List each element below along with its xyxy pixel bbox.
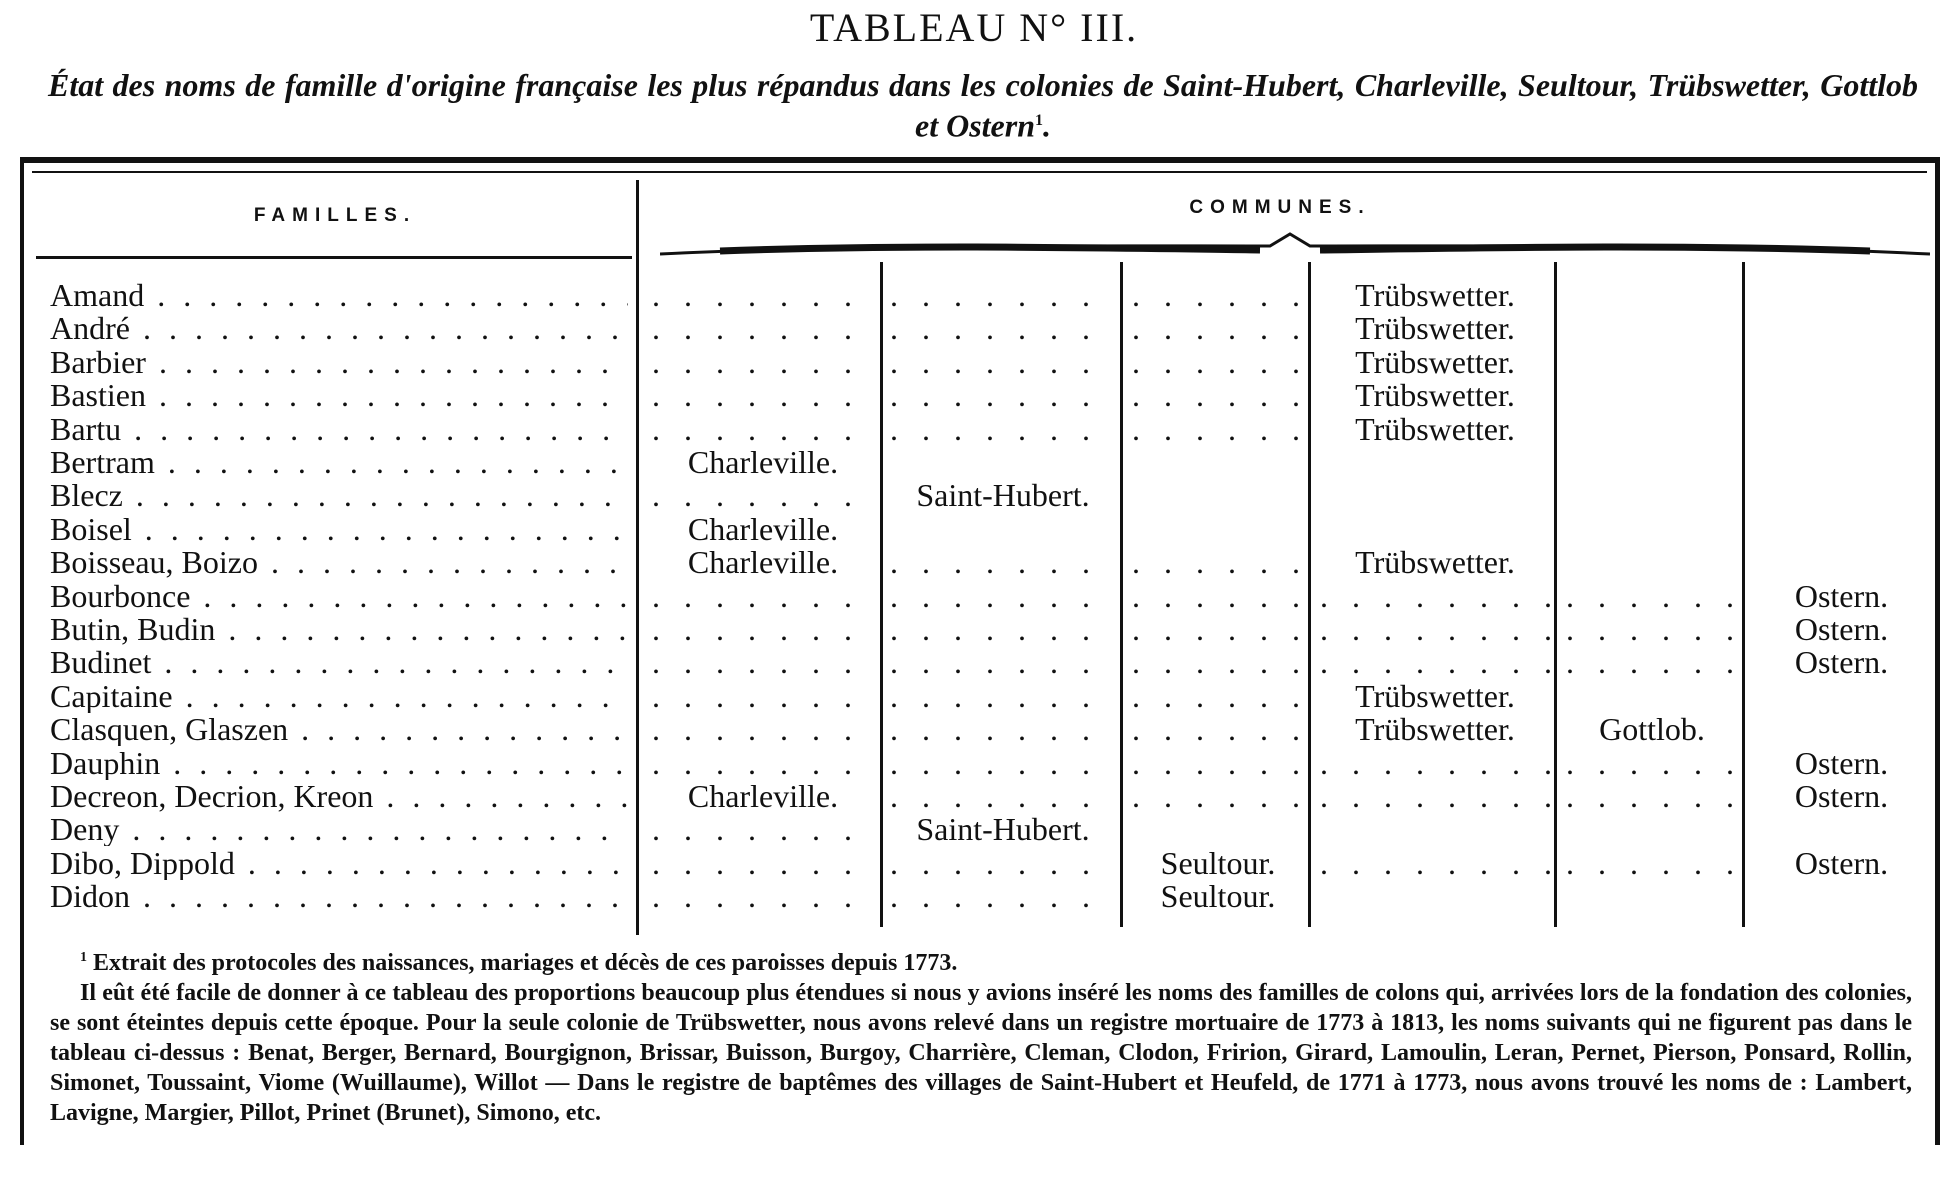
table-row [0, 379, 1948, 412]
family-name: Budinet . . . [50, 646, 628, 679]
family-name: Barbier . . . [50, 346, 628, 379]
table-row [0, 479, 1948, 512]
empty-cell [890, 279, 1116, 312]
empty-cell [652, 646, 874, 679]
family-name: Amand . . . [50, 279, 628, 312]
empty-cell [652, 713, 874, 746]
family-name: Bartu . . . [50, 413, 628, 446]
empty-cell [890, 312, 1116, 345]
empty-cell [652, 413, 874, 446]
empty-cell [652, 747, 874, 780]
commune-cell: Seultour. [1160, 846, 1276, 880]
communes-brace [660, 232, 1930, 262]
commune-cell: Saint-Hubert. [916, 479, 1090, 513]
empty-cell [1566, 613, 1738, 646]
footnote-first [50, 943, 1912, 978]
commune-cell: Trübswetter. [1355, 679, 1515, 713]
footnote [50, 943, 1912, 1128]
empty-cell [1132, 613, 1304, 646]
commune-cell: Trübswetter. [1355, 345, 1515, 379]
empty-cell [1132, 279, 1304, 312]
empty-cell [1132, 780, 1304, 813]
family-name: Blecz . . . [50, 479, 628, 512]
empty-cell [652, 580, 874, 613]
commune-cell: Ostern. [1794, 646, 1889, 680]
empty-cell [652, 847, 874, 880]
table-row [0, 747, 1948, 780]
table-row [0, 346, 1948, 379]
commune-cell: Ostern. [1794, 780, 1889, 813]
commune-cell: Trübswetter. [1355, 713, 1515, 747]
commune-cell: Ostern. [1794, 613, 1889, 646]
commune-cell: Gottlob. [1599, 713, 1705, 747]
family-name: Capitaine . . . [50, 680, 628, 713]
empty-cell [1320, 847, 1550, 880]
empty-cell [1132, 413, 1304, 446]
table-row [0, 613, 1948, 646]
empty-cell [652, 479, 874, 512]
commune-cell: Ostern. [1794, 846, 1889, 880]
empty-cell [890, 747, 1116, 780]
commune-cell: Trübswetter. [1355, 379, 1515, 413]
commune-cell: Charleville. [687, 780, 839, 813]
table-caption [48, 68, 1918, 144]
family-name: Bourbonce . . . [50, 580, 628, 613]
commune-cell: Trübswetter. [1355, 312, 1515, 346]
empty-cell [890, 613, 1116, 646]
table-row [0, 279, 1948, 312]
table-row [0, 413, 1948, 446]
empty-cell [890, 847, 1116, 880]
family-name: Boisel . . . [50, 513, 628, 546]
table-row [0, 713, 1948, 746]
family-name: André . . . [50, 312, 628, 345]
family-name: Clasquen, Glaszen . . . [50, 713, 628, 746]
empty-cell [1132, 312, 1304, 345]
empty-cell [1566, 646, 1738, 679]
commune-cell: Charleville. [687, 446, 839, 479]
caption-footnote-mark: 1 [1035, 112, 1043, 129]
family-name: Bastien . . . [50, 379, 628, 412]
empty-cell [1566, 847, 1738, 880]
table-row [0, 546, 1948, 579]
commune-cell: Trübswetter. [1355, 279, 1515, 312]
commune-cell: Charleville. [687, 512, 839, 546]
empty-cell [1132, 346, 1304, 379]
empty-cell [890, 880, 1116, 913]
empty-cell [652, 813, 874, 846]
table-row [0, 646, 1948, 679]
empty-cell [1132, 379, 1304, 412]
family-name: Dibo, Dippold . . . [50, 847, 628, 880]
empty-cell [1320, 747, 1550, 780]
empty-cell [890, 413, 1116, 446]
empty-cell [1566, 780, 1738, 813]
family-name: Boisseau, Boizo . . . [50, 546, 628, 579]
empty-cell [652, 346, 874, 379]
footnote-second: Il eût été facile de donner à ce tableau des proportions beaucoup plus étendues si nous y avions inséré les noms des familles de colons qui, arrivées lors de la fondation des colonies, se sont éteintes depuis cette époque. Pour la seule colonie de Trübswetter, nous avons relevé dans un registre mortuaire de 1773 à 1813, les noms suivants qui ne figurent pas dans le tableau ci-dessus : Benat, Berger, Bernard, Bourgignon, Brissar, Buisson, Burgoy, Charrière, Cleman, Clodon, Fririon, Girard, Lamoulin, Leran, Pernet, Pierson, Ponsard, Rollin, Simonet, Toussaint, Viome (Wuillaume), Willot — Dans le registre de baptêmes des villages de Saint-Hubert et Heufeld, de 1771 à 1773, nous avons trouvé les noms de : Lambert, Lavigne, Margier, Pillot, Prinet (Brunet), Simono, etc. [50, 980, 1912, 1126]
page-title: TABLEAU N° III. [809, 5, 1139, 50]
table-row [0, 880, 1948, 913]
family-name: Didon . . . [50, 880, 628, 913]
empty-cell [1566, 747, 1738, 780]
table-row [0, 513, 1948, 546]
empty-cell [1132, 680, 1304, 713]
empty-cell [1132, 646, 1304, 679]
header-families: FAMILLES. [253, 205, 417, 226]
empty-cell [890, 379, 1116, 412]
empty-cell [890, 680, 1116, 713]
empty-cell [1320, 613, 1550, 646]
header-communes: COMMUNES. [1189, 197, 1371, 218]
table-row [0, 780, 1948, 813]
footnote-mark: 1 [80, 950, 87, 965]
table-row [0, 680, 1948, 713]
commune-cell: Ostern. [1794, 746, 1889, 780]
empty-cell [1132, 713, 1304, 746]
table-row [0, 580, 1948, 613]
empty-cell [1320, 646, 1550, 679]
table-row [0, 813, 1948, 846]
footnote-first-text: Extrait des protocoles des naissances, mariages et décès de ces paroisses depuis 1773. [93, 950, 958, 976]
empty-cell [1132, 747, 1304, 780]
commune-cell: Charleville. [687, 546, 839, 580]
empty-cell [652, 312, 874, 345]
commune-cell: Saint-Hubert. [916, 813, 1090, 847]
caption-period: . [1043, 107, 1051, 144]
empty-cell [652, 680, 874, 713]
family-name: Deny . . . [50, 813, 628, 846]
empty-cell [1132, 546, 1304, 579]
family-name: Bertram . . . [50, 446, 628, 479]
table-row [0, 312, 1948, 345]
family-name: Butin, Budin . . . [50, 613, 628, 646]
empty-cell [652, 279, 874, 312]
commune-cell: Seultour. [1160, 880, 1276, 914]
caption-text: État des noms de famille d'origine française les plus répandus dans les colonies de Saint-Hubert, Charleville, Seultour, Trübswetter, Gottlob et Ostern [48, 67, 1918, 144]
empty-cell [652, 379, 874, 412]
empty-cell [890, 546, 1116, 579]
commune-cell: Trübswetter. [1355, 546, 1515, 580]
empty-cell [890, 780, 1116, 813]
table-row [0, 847, 1948, 880]
families-underline [36, 256, 632, 259]
empty-cell [890, 646, 1116, 679]
empty-cell [1566, 580, 1738, 613]
empty-cell [890, 580, 1116, 613]
family-name: Dauphin . . . [50, 747, 628, 780]
commune-cell: Trübswetter. [1355, 412, 1515, 446]
table-row [0, 446, 1948, 479]
commune-cell: Ostern. [1794, 579, 1889, 613]
empty-cell [1320, 780, 1550, 813]
empty-cell [1132, 580, 1304, 613]
empty-cell [890, 346, 1116, 379]
family-name: Decreon, Decrion, Kreon . . . [50, 780, 628, 813]
empty-cell [652, 880, 874, 913]
empty-cell [890, 713, 1116, 746]
empty-cell [652, 613, 874, 646]
empty-cell [1320, 580, 1550, 613]
